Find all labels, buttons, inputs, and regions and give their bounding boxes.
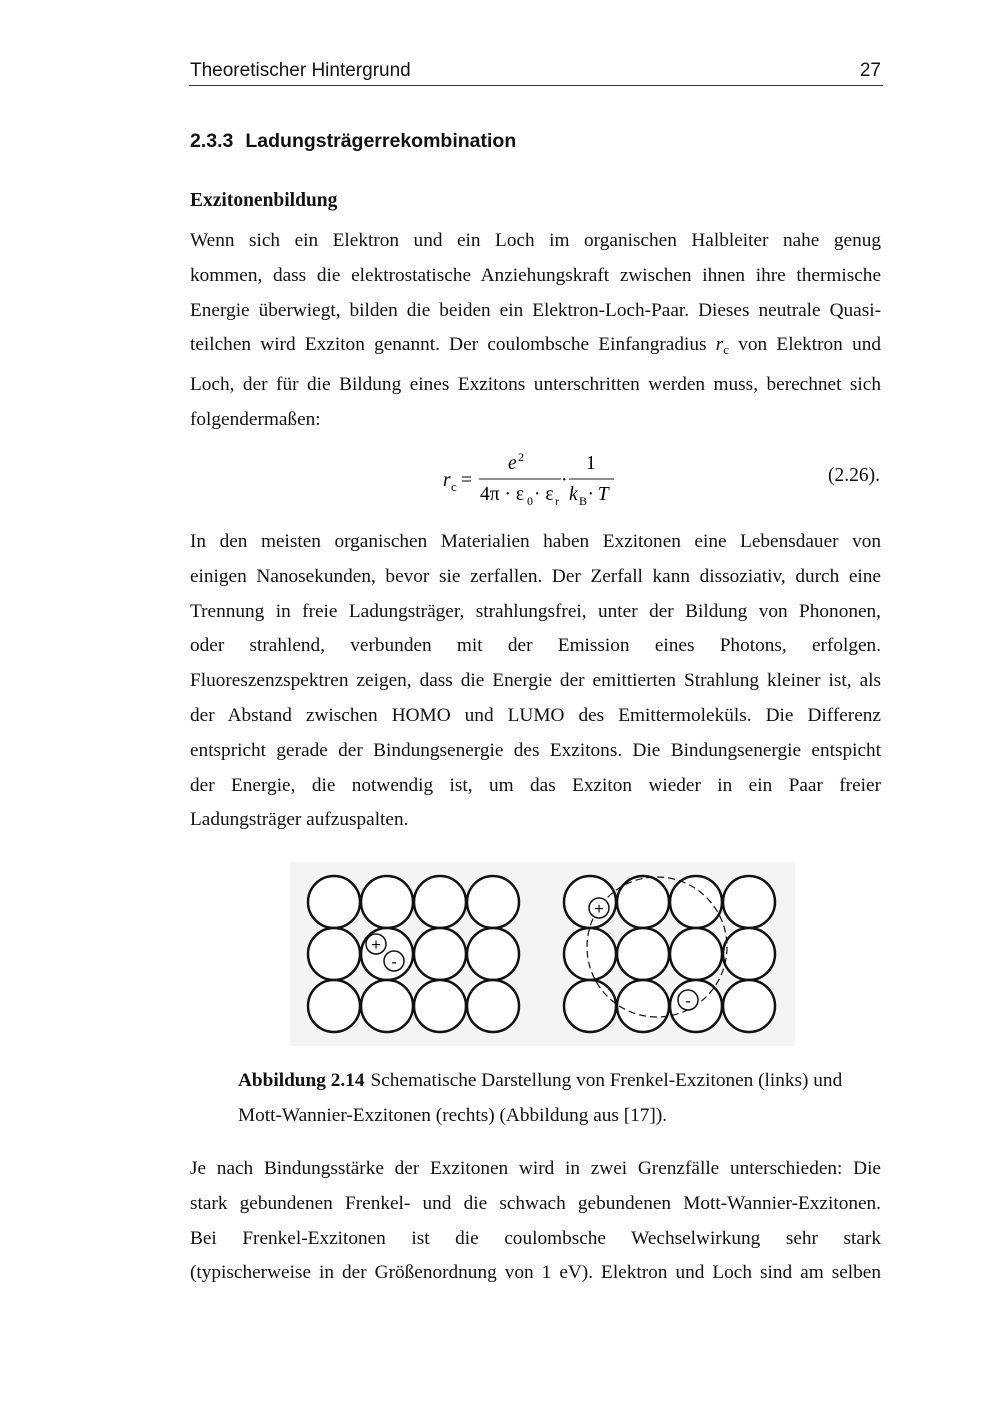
text-line: Fluoreszenzspektren zeigen, dass die Energie der emittierten Strahlung kleiner ist, als (190, 670, 881, 692)
eq-lhs: r (443, 470, 451, 491)
eq-num2: 1 (586, 453, 596, 474)
paragraph-lifetime (190, 525, 881, 838)
caption-line (238, 1064, 881, 1099)
text-line: In den meisten organischen Materialien haben Exzitonen eine Lebensdauer von (190, 531, 881, 552)
chapter-title: Theoretischer Hintergrund (190, 60, 411, 81)
text-line: Energie überwiegt, bilden die beiden ein Elektron-Loch-Paar. Dieses neutrale Quasi- (190, 299, 881, 321)
eq-den2-tail: · T (588, 484, 609, 505)
eq-num1-sup: 2 (518, 450, 524, 464)
text-line: stark gebundenen Frenkel- und die schwach gebundenen Mott-Wannier-Exzitonen. (190, 1192, 881, 1214)
text-line (190, 328, 881, 368)
subheading: Exzitonenbildung (190, 190, 338, 211)
exciton-figure (290, 862, 795, 1046)
text-line: Loch, der für die Bildung eines Exzitons unterschritten werden muss, berechnet sich (190, 374, 881, 396)
eq-lhs-sub: c (451, 479, 457, 494)
equation-number: (2.26). (828, 465, 880, 486)
section-number: 2.3.3 (190, 130, 234, 152)
section-heading (190, 130, 516, 153)
plus-symbol: + (371, 937, 381, 954)
page-number: 27 (859, 60, 881, 81)
text-line: Trennung in freie Ladungsträger, strahlungsfrei, unter der Bildung von Phononen, (190, 600, 881, 622)
eq-equals: = (461, 470, 472, 491)
section-title: Ladungsträgerrekombination (245, 130, 517, 152)
paragraph-intro (190, 224, 881, 438)
text-line: (typischerweise in der Größenordnung von 1 eV). Elektron und Loch sind am selben (190, 1262, 881, 1284)
symbol-subscript: c (723, 342, 730, 358)
plus-symbol: + (594, 901, 604, 918)
text-line: einigen Nanosekunden, bevor sie zerfallen. Der Zerfall kann dissoziativ, durch eine (190, 565, 881, 587)
eq-den1: 4π · ε (480, 484, 525, 505)
caption-label: Abbildung 2.14 (238, 1070, 365, 1091)
text-line: oder strahlend, verbunden mit der Emission eines Photons, erfolgen. (190, 635, 881, 657)
equation-capture-radius (430, 448, 890, 512)
minus-symbol: - (685, 993, 691, 1010)
eq-den2: k (569, 484, 578, 505)
figure-caption (238, 1064, 881, 1133)
text-line: Je nach Bindungsstärke der Exzitonen wird in zwei Grenzfälle unterschieden: Die (190, 1158, 881, 1179)
symbol-rc: r (715, 334, 724, 356)
text-line: folgendermaßen: (190, 408, 321, 430)
eq-den1-sub: 0 (527, 494, 533, 508)
text-fragment: teilchen wird Exziton genannt. Der coulombsche Einfangradius (190, 334, 716, 356)
eq-num1: e (508, 453, 517, 474)
text-fragment: von Elektron und (729, 334, 881, 356)
text-line: entspricht gerade der Bindungsenergie des Exzitons. Die Bindungsenergie entspicht (190, 739, 881, 761)
text-line: Ladungsträger aufzuspalten. (190, 809, 409, 831)
text-line: der Abstand zwischen HOMO und LUMO des Emittermoleküls. Die Differenz (190, 704, 881, 726)
eq-den2-sub: B (579, 494, 588, 508)
text-line: der Energie, die notwendig ist, um das Exziton wieder in ein Paar freier (190, 774, 881, 796)
text-line: kommen, dass die elektrostatische Anziehungskraft zwischen ihnen ihre thermische (190, 264, 881, 286)
eq-den1-mid: · ε (534, 484, 554, 505)
caption-line: Mott-Wannier-Exzitonen (rechts) (Abbildung aus [17]). (238, 1104, 668, 1126)
text-line: Wenn sich ein Elektron und ein Loch im organischen Halbleiter nahe genug (190, 230, 881, 251)
running-header (189, 58, 883, 86)
frenkel-lattice (308, 876, 519, 1032)
text-line: Bei Frenkel-Exzitonen ist die coulombsche Wechselwirkung sehr stark (190, 1227, 881, 1249)
eq-den1-sub: r (555, 494, 559, 508)
eq-dot: · (561, 470, 568, 491)
paragraph-binding-strength (190, 1152, 881, 1291)
minus-symbol: - (391, 954, 397, 971)
caption-text: Schematische Darstellung von Frenkel-Exzitonen (links) und (370, 1070, 843, 1091)
